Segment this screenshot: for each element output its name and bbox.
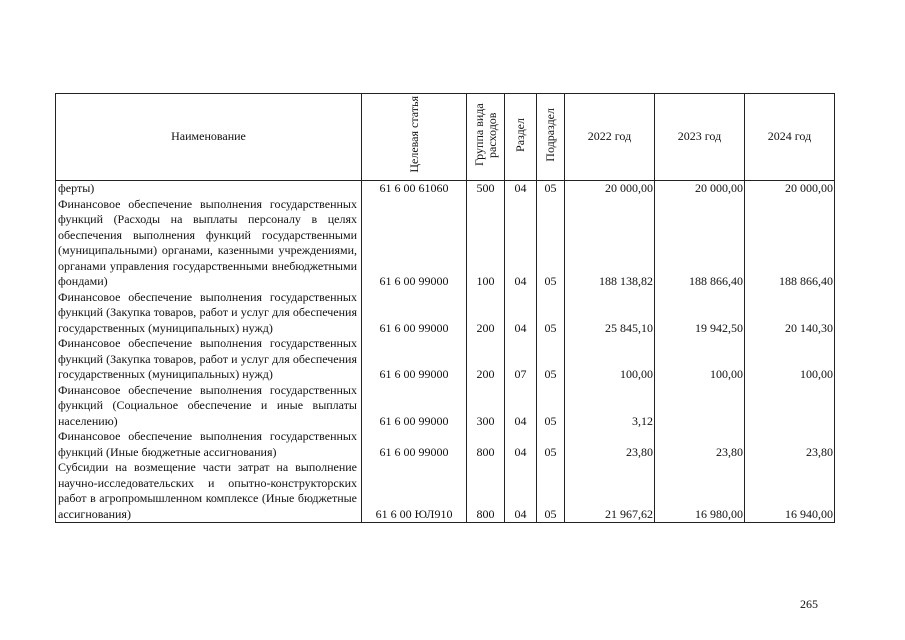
row-subsection: 05: [537, 460, 565, 523]
row-2022: 25 845,10: [565, 290, 655, 337]
row-group: 300: [467, 383, 505, 430]
row-2023: 100,00: [655, 336, 745, 383]
row-2023: 19 942,50: [655, 290, 745, 337]
row-2023: 16 980,00: [655, 460, 745, 523]
row-group: 100: [467, 197, 505, 290]
row-section: 04: [505, 290, 537, 337]
row-2023: 23,80: [655, 429, 745, 460]
row-code: 61 6 00 99000: [362, 429, 467, 460]
header-2024: 2024 год: [745, 94, 835, 181]
header-2022: 2022 год: [565, 94, 655, 181]
row-code: 61 6 00 61060: [362, 181, 467, 197]
table-row: [56, 460, 835, 523]
table-row: [56, 290, 835, 337]
row-2024: [745, 383, 835, 430]
row-2024: 20 140,30: [745, 290, 835, 337]
row-name: Финансовое обеспечение выполнения государственных функций (Иные бюджетные ассигнования): [56, 429, 362, 460]
row-subsection: 05: [537, 383, 565, 430]
row-section: 04: [505, 197, 537, 290]
page-number: 265: [800, 597, 818, 611]
row-2022: 20 000,00: [565, 181, 655, 197]
header-subsection: Подраздел: [537, 94, 565, 181]
row-2024: 100,00: [745, 336, 835, 383]
row-code: 61 6 00 ЮЛ910: [362, 460, 467, 523]
table-row: [56, 383, 835, 430]
header-group: Группа вида расходов: [467, 94, 505, 181]
row-group: 500: [467, 181, 505, 197]
row-2022: 3,12: [565, 383, 655, 430]
row-section: 04: [505, 429, 537, 460]
row-name: Финансовое обеспечение выполнения государственных функций (Закупка товаров, работ и услуг для обеспечения государственных (муниципальных) нужд): [56, 290, 362, 337]
row-2024: 20 000,00: [745, 181, 835, 197]
row-group: 200: [467, 336, 505, 383]
row-section: 07: [505, 336, 537, 383]
row-name: Финансовое обеспечение выполнения государственных функций (Расходы на выплаты персоналу в целях обеспечения выполнения функций государственными (муниципальными) органами, казенными учреждениями, органами управления государственными внебюджетными фондами): [56, 197, 362, 290]
row-2024: 23,80: [745, 429, 835, 460]
row-group: 800: [467, 460, 505, 523]
row-2022: 23,80: [565, 429, 655, 460]
row-2024: 16 940,00: [745, 460, 835, 523]
row-subsection: 05: [537, 290, 565, 337]
row-2023: [655, 383, 745, 430]
row-group: 200: [467, 290, 505, 337]
row-code: 61 6 00 99000: [362, 197, 467, 290]
header-code: Целевая статья: [362, 94, 467, 181]
row-2023: 188 866,40: [655, 197, 745, 290]
row-section: 04: [505, 181, 537, 197]
row-2022: 188 138,82: [565, 197, 655, 290]
table-row: [56, 336, 835, 383]
row-2023: 20 000,00: [655, 181, 745, 197]
row-section: 04: [505, 460, 537, 523]
row-name: Финансовое обеспечение выполнения государственных функций (Социальное обеспечение и иные выплаты населению): [56, 383, 362, 430]
header-section: Раздел: [505, 94, 537, 181]
row-subsection: 05: [537, 429, 565, 460]
row-subsection: 05: [537, 197, 565, 290]
table-row: [56, 197, 835, 290]
row-name: Субсидии на возмещение части затрат на выполнение научно-исследовательских и опытно-конструкторских работ в агропромышленном комплексе (Иные бюджетные ассигнования): [56, 460, 362, 523]
row-2024: 188 866,40: [745, 197, 835, 290]
table-row: [56, 181, 835, 197]
header-name: Наименование: [56, 94, 362, 181]
row-code: 61 6 00 99000: [362, 383, 467, 430]
row-section: 04: [505, 383, 537, 430]
row-group: 800: [467, 429, 505, 460]
row-subsection: 05: [537, 336, 565, 383]
header-row: [56, 94, 835, 181]
budget-table: [55, 93, 835, 523]
row-name: ферты): [56, 181, 362, 197]
row-code: 61 6 00 99000: [362, 290, 467, 337]
row-subsection: 05: [537, 181, 565, 197]
row-2022: 100,00: [565, 336, 655, 383]
row-code: 61 6 00 99000: [362, 336, 467, 383]
table-row: [56, 429, 835, 460]
row-name: Финансовое обеспечение выполнения государственных функций (Закупка товаров, работ и услуг для обеспечения государственных (муниципальных) нужд): [56, 336, 362, 383]
header-2023: 2023 год: [655, 94, 745, 181]
row-2022: 21 967,62: [565, 460, 655, 523]
